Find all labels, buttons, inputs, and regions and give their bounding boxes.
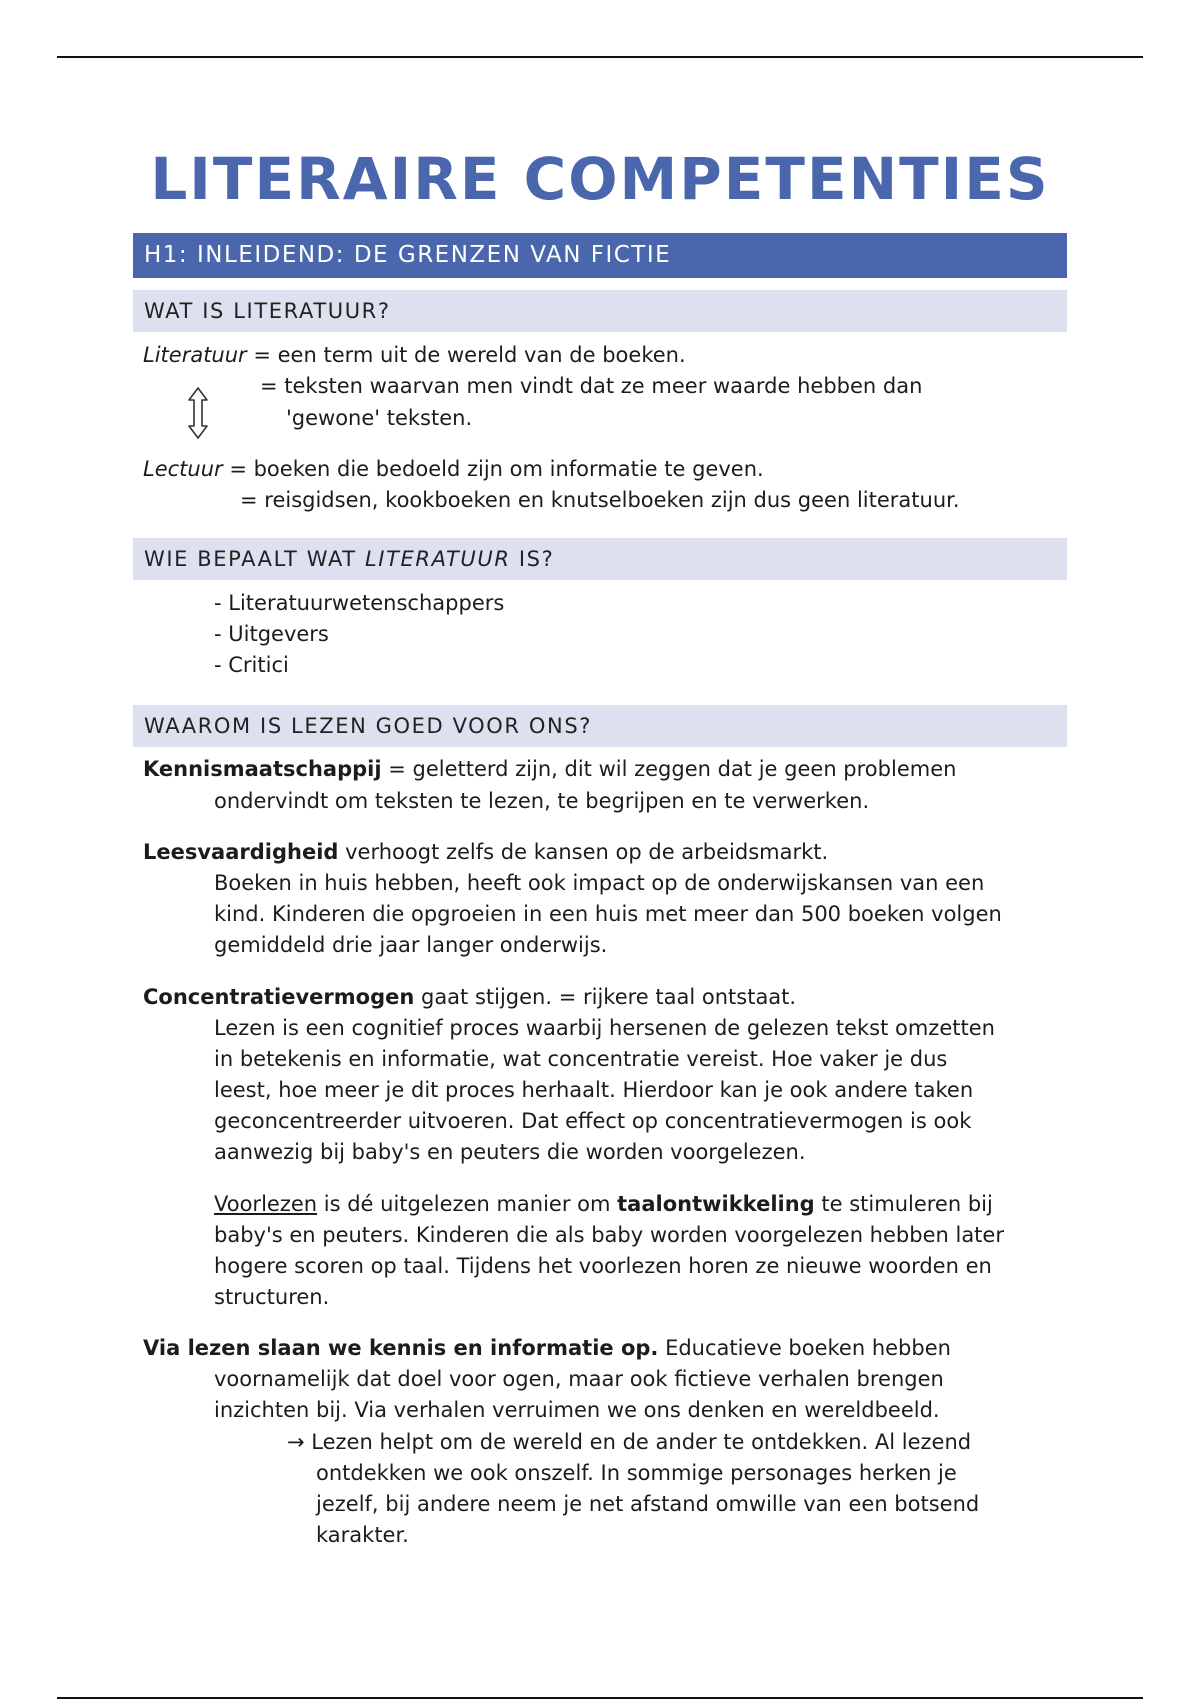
section-heading-waarom-lezen: WAAROM IS LEZEN GOED VOOR ONS? (133, 705, 1067, 747)
arrow-paragraph-line: → Lezen helpt om de wereld en de ander te ontdekken. Al lezend (287, 1430, 972, 1454)
bottom-rule (57, 1697, 1143, 1699)
paragraph-line: kind. Kinderen die opgroeien in een huis met meer dan 500 boeken volgen (214, 902, 1002, 926)
literatuur-definition-line (143, 340, 686, 370)
paragraph-line: inzichten bij. Via verhalen verruimen we ons denken en wereldbeeld. (214, 1398, 940, 1422)
top-rule (57, 56, 1143, 58)
double-arrow-icon (186, 386, 210, 440)
paragraph-line: karakter. (316, 1523, 409, 1547)
lectuur-term: Lectuur (143, 457, 223, 481)
paragraph-line: in betekenis en informatie, wat concentratie vereist. Hoe vaker je dus (214, 1047, 948, 1071)
list-item: - Uitgevers (214, 622, 329, 646)
paragraph-kennismaatschappij: Kennismaatschappij = geletterd zijn, dit wil zeggen dat je geen problemen (143, 757, 957, 781)
section-heading-wie-bepaalt: WIE BEPAALT WAT LITERATUUR IS? (133, 538, 1067, 580)
literatuur-def2: = teksten waarvan men vindt dat ze meer waarde hebben dan (260, 374, 923, 398)
paragraph-line: voornamelijk dat doel voor ogen, maar ook fictieve verhalen brengen (214, 1367, 944, 1391)
paragraph-voorlezen: Voorlezen is dé uitgelezen manier om taalontwikkeling te stimuleren bij (214, 1192, 993, 1216)
paragraph-line: geconcentreerder uitvoeren. Dat effect op concentratievermogen is ook (214, 1109, 972, 1133)
paragraph-via-lezen: Via lezen slaan we kennis en informatie op. Educatieve boeken hebben (143, 1336, 951, 1360)
paragraph-leesvaardigheid: Leesvaardigheid verhoogt zelfs de kansen op de arbeidsmarkt. (143, 840, 829, 864)
paragraph-line: Lezen is een cognitief proces waarbij hersenen de gelezen tekst omzetten (214, 1016, 995, 1040)
list-item: - Critici (214, 653, 289, 677)
paragraph-line: jezelf, bij andere neem je net afstand omwille van een botsend (316, 1492, 980, 1516)
paragraph-line: gemiddeld drie jaar langer onderwijs. (214, 933, 608, 957)
section-heading-wat-is-literatuur: WAT IS LITERATUUR? (133, 290, 1067, 332)
lectuur-def1: = boeken die bedoeld zijn om informatie te geven. (222, 457, 764, 481)
paragraph-concentratievermogen: Concentratievermogen gaat stijgen. = rijkere taal ontstaat. (143, 985, 797, 1009)
literatuur-term: Literatuur (143, 343, 247, 367)
page-title: LITERAIRE COMPETENTIES (150, 145, 1050, 213)
lectuur-def2: = reisgidsen, kookboeken en knutselboeken zijn dus geen literatuur. (240, 488, 960, 512)
literatuur-def2b: 'gewone' teksten. (286, 406, 473, 430)
lectuur-definition-line (143, 454, 764, 484)
paragraph-line: baby's en peuters. Kinderen die als baby worden voorgelezen hebben later (214, 1223, 1004, 1247)
paragraph-line: leest, hoe meer je dit proces herhaalt. Hierdoor kan je ook andere taken (214, 1078, 974, 1102)
list-item: - Literatuurwetenschappers (214, 591, 505, 615)
paragraph-line: Boeken in huis hebben, heeft ook impact op de onderwijskansen van een (214, 871, 985, 895)
paragraph-line: aanwezig bij baby's en peuters die worden voorgelezen. (214, 1140, 806, 1164)
paragraph-line: hogere scoren op taal. Tijdens het voorlezen horen ze nieuwe woorden en (214, 1254, 992, 1278)
paragraph-line: ontdekken we ook onszelf. In sommige personages herken je (316, 1461, 957, 1485)
paragraph-line: structuren. (214, 1285, 330, 1309)
literatuur-def1: = een term uit de wereld van de boeken. (246, 343, 686, 367)
chapter-heading: H1: INLEIDEND: DE GRENZEN VAN FICTIE (133, 233, 1067, 278)
paragraph-line: ondervindt om teksten te lezen, te begrijpen en te verwerken. (214, 789, 870, 813)
